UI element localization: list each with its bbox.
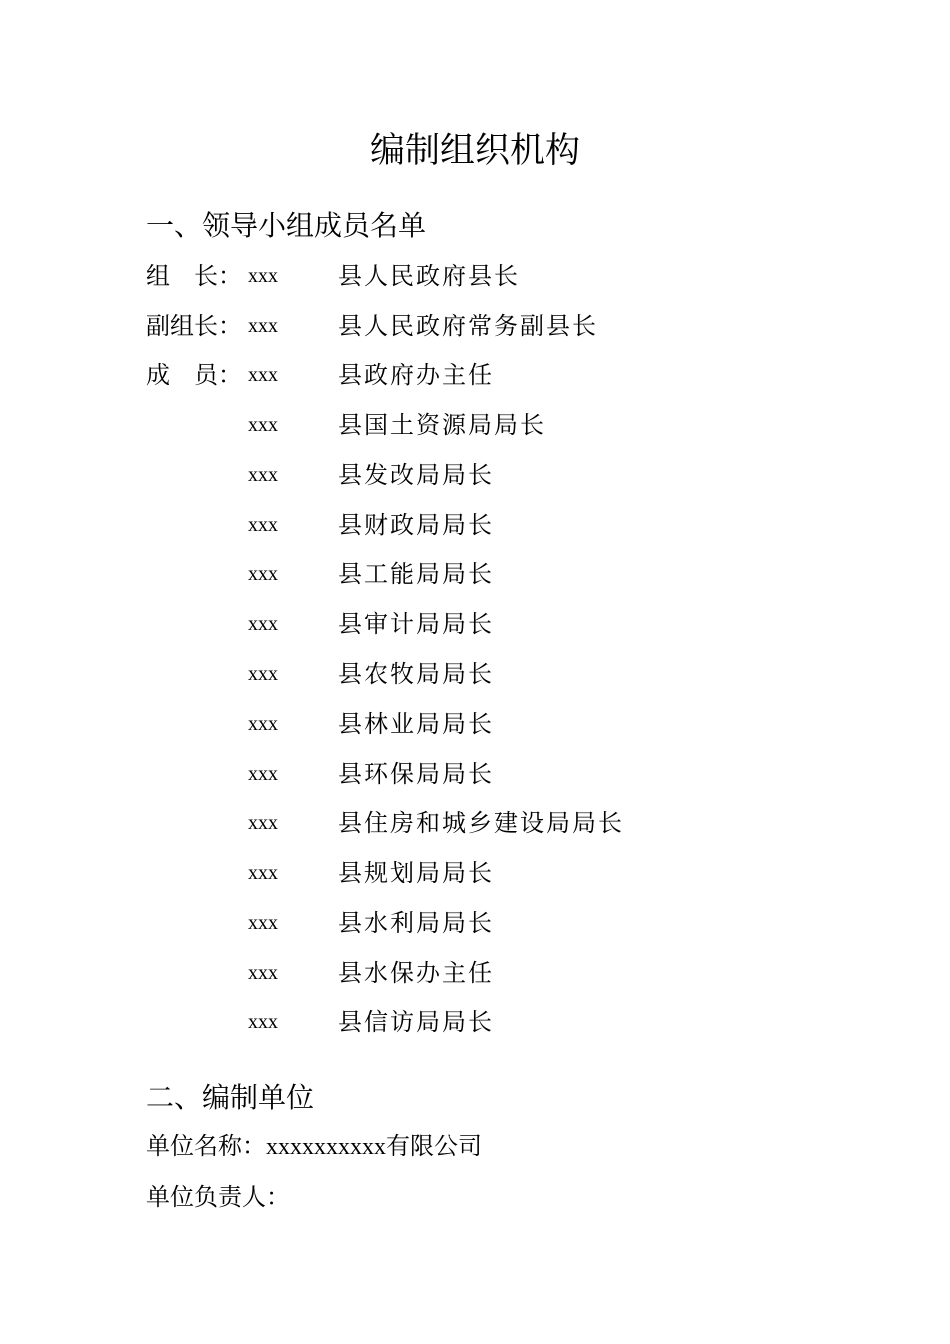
- member-post: 县水利局局长: [338, 909, 494, 937]
- member-post: 县人民政府常务副县长: [338, 312, 598, 340]
- member-name: xxx: [248, 414, 278, 436]
- member-post: 县信访局局长: [338, 1008, 494, 1036]
- member-post: 县农牧局局长: [338, 660, 494, 688]
- member-name: xxx: [248, 364, 278, 386]
- member-name: xxx: [248, 315, 278, 337]
- member-name: xxx: [248, 464, 278, 486]
- member-post: 县人民政府县长: [338, 262, 520, 290]
- member-post: 县住房和城乡建设局局长: [338, 809, 624, 837]
- member-post: 县水保办主任: [338, 959, 494, 987]
- unit-name-suffix: 有限公司: [386, 1132, 482, 1160]
- member-name: xxx: [248, 862, 278, 884]
- member-name: xxx: [248, 812, 278, 834]
- member-post: 县政府办主任: [338, 361, 494, 389]
- member-name: xxx: [248, 613, 278, 635]
- member-name: xxx: [248, 265, 278, 287]
- member-name: xxx: [248, 663, 278, 685]
- unit-head-label: 单位负责人：: [146, 1183, 290, 1211]
- member-post: 县规划局局长: [338, 859, 494, 887]
- member-post: 县林业局局长: [338, 710, 494, 738]
- member-role: 组 长：: [146, 262, 242, 290]
- member-post: 县环保局局长: [338, 760, 494, 788]
- page-title: 编制组织机构: [369, 131, 580, 171]
- section-heading-leadership: 一、领导小组成员名单: [146, 209, 427, 242]
- member-role: 成 员：: [146, 361, 242, 389]
- member-post: 县工能局局长: [338, 560, 494, 588]
- unit-name-field: [146, 1128, 482, 1165]
- member-name: xxx: [248, 763, 278, 785]
- unit-name-label: 单位名称：: [146, 1132, 266, 1160]
- member-name: xxx: [248, 713, 278, 735]
- member-post: 县发改局局长: [338, 461, 494, 489]
- member-role: 副组长：: [146, 312, 242, 340]
- unit-name-value: xxxxxxxxxx: [266, 1134, 386, 1160]
- member-post: 县审计局局长: [338, 610, 494, 638]
- unit-head-field: [146, 1179, 290, 1215]
- member-name: xxx: [248, 962, 278, 984]
- member-post: 县财政局局长: [338, 511, 494, 539]
- member-name: xxx: [248, 912, 278, 934]
- member-name: xxx: [248, 514, 278, 536]
- member-name: xxx: [248, 563, 278, 585]
- member-name: xxx: [248, 1011, 278, 1033]
- member-post: 县国土资源局局长: [338, 411, 546, 439]
- section-heading-unit: 二、编制单位: [146, 1081, 315, 1114]
